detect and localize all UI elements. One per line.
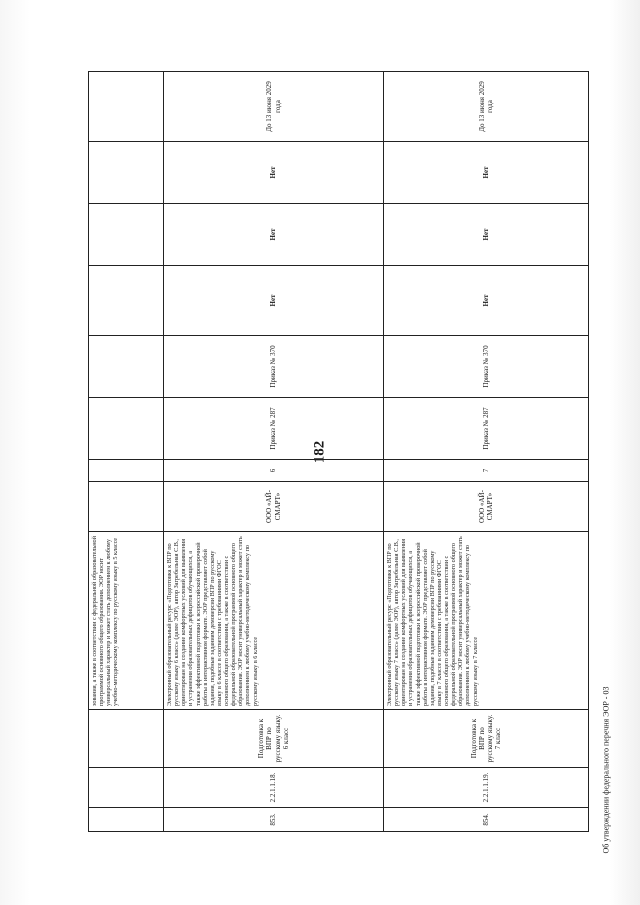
cell-order-1: Приказ № 287 bbox=[164, 398, 384, 460]
cell-flag-3: Нет bbox=[384, 142, 589, 204]
cell-flag-1: Нет bbox=[384, 266, 589, 336]
cell-order-2: Приказ № 370 bbox=[384, 336, 589, 398]
cell-number: 854. bbox=[384, 808, 589, 832]
cell-grade: 6 bbox=[164, 460, 384, 482]
page-number: 182 bbox=[311, 440, 328, 464]
cell-deadline: До 13 июня 2029 года bbox=[384, 72, 589, 142]
cell-description: зования, а также в соответствии с федеральной образовательной программой основного общего образования. ЭОР носит универсальный характер и может стать дополнением к любому учебно-методическому комплексу по русскому языку в 5 классе bbox=[89, 532, 164, 710]
cell-number: 853. bbox=[164, 808, 384, 832]
cell-organization: ООО «АЙ-СМАРТ» bbox=[384, 482, 589, 532]
cell-code: 2.2.1.1.18. bbox=[164, 768, 384, 808]
cell-name: Подготовка к ВПР по русскому языку. 6 класс bbox=[164, 710, 384, 768]
table-row-continued bbox=[89, 72, 164, 832]
cell-description: Электронный образовательный ресурс «Подготовка к ВПР по русскому языку 7 класс» (далее ЭОР), автор Загребельная С.В., ориентирован на создание комфортных условий для выявления и устранения образовательных дефицитов обучающихся, а также эффективной подготовки к всероссийской проверочной работы в интерактивном формате. ЭОР представляет собой задания, подобные заданиям демоверсии ВПР по русскому языку в 7 классе в соответствии с требованиями ФГОС основного общего образования, а также в соответствии с федеральной образовательной программой основного общего образования. ЭОР носит универсальный характер и может стать дополнением к любому учебно-методическому комплексу по русскому языку в 7 классе bbox=[384, 532, 589, 710]
cell-order-1: Приказ № 287 bbox=[384, 398, 589, 460]
cell-name: Подготовка к ВПР по русскому языку. 7 класс bbox=[384, 710, 589, 768]
cell-code: 2.2.1.1.19. bbox=[384, 768, 589, 808]
cell-deadline: До 13 июня 2029 года bbox=[164, 72, 384, 142]
footer-note: Об утверждении федерального перечня ЭОР - 03 bbox=[601, 686, 611, 854]
cell-flag-2: Нет bbox=[384, 204, 589, 266]
cell-organization: ООО «АЙ-СМАРТ» bbox=[164, 482, 384, 532]
registry-table-rotated bbox=[88, 72, 588, 832]
cell-description: Электронный образовательный ресурс «Подготовка к ВПР по русскому языку 6 класс» (далее ЭОР), автор Загребельная С.В., ориентирован на создание комфортных условий для выявления и устранения образовательных дефицитов обучающихся, а также эффективной подготовки к всероссийской проверочной работы в интерактивном формате. ЭОР представляет собой задания, подобные заданиям демоверсии ВПР по русскому языку в 6 классе в соответствии с требованиями ФГОС основного общего образования, а также в соответствии с федеральной образовательной программой основного общего образования. ЭОР носит универсальный характер и может стать дополнением к любому учебно-методическому комплексу по русскому языку в 6 классе bbox=[164, 532, 384, 710]
cell-order-2: Приказ № 370 bbox=[164, 336, 384, 398]
registry-table bbox=[88, 71, 589, 832]
cell-flag-2: Нет bbox=[164, 204, 384, 266]
table-row bbox=[164, 72, 384, 832]
cell-flag-3: Нет bbox=[164, 142, 384, 204]
cell-flag-1: Нет bbox=[164, 266, 384, 336]
cell-grade: 7 bbox=[384, 460, 589, 482]
table-row bbox=[384, 72, 589, 832]
